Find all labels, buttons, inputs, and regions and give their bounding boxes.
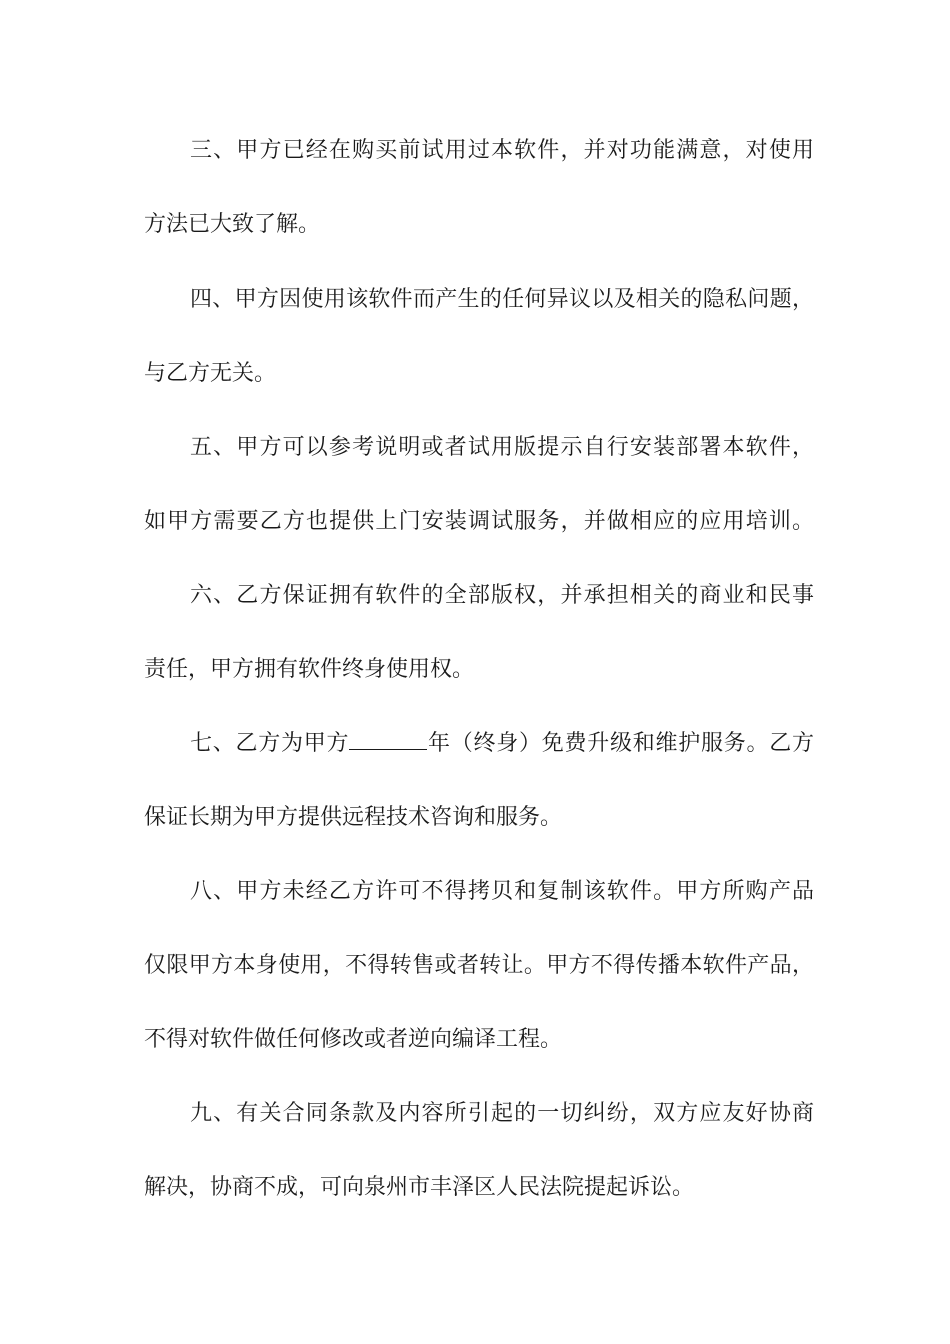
clause-7-text-after-blank: 年（终身）免费升级和维护服务。乙方 <box>427 731 814 756</box>
clause-5-line-2: 如甲方需要乙方也提供上门安装调试服务，并做相应的应用培训。 <box>144 509 814 534</box>
clause-3-line-2: 方法已大致了解。 <box>144 212 321 237</box>
clause-7-line-2: 保证长期为甲方提供远程技术咨询和服务。 <box>144 805 563 830</box>
clause-3-line-1: 三、甲方已经在购买前试用过本软件，并对功能满意，对使用 <box>190 138 814 163</box>
clause-9-line-2: 解决，协商不成，可向泉州市丰泽区人民法院提起诉讼。 <box>144 1175 695 1200</box>
clause-7-line-1 <box>190 729 814 759</box>
clause-6-line-2: 责任，甲方拥有软件终身使用权。 <box>144 657 475 682</box>
clause-7-text-before-blank: 七、乙方为甲方 <box>190 731 350 756</box>
clause-8-line-1: 八、甲方未经乙方许可不得拷贝和复制该软件。甲方所购产品 <box>190 879 814 904</box>
clause-6-line-1: 六、乙方保证拥有软件的全部版权，并承担相关的商业和民事 <box>190 583 814 608</box>
clause-5-line-1: 五、甲方可以参考说明或者试用版提示自行安装部署本软件， <box>190 435 814 460</box>
clause-9-line-1: 九、有关合同条款及内容所引起的一切纠纷，双方应友好协商 <box>190 1101 814 1126</box>
clause-8-line-3: 不得对软件做任何修改或者逆向编译工程。 <box>144 1027 563 1052</box>
clause-8-line-2: 仅限甲方本身使用，不得转售或者转让。甲方不得传播本软件产品， <box>144 953 814 978</box>
term-years-blank <box>349 731 427 750</box>
clause-4-line-1: 四、甲方因使用该软件而产生的任何异议以及相关的隐私问题， <box>190 287 814 312</box>
clause-4-line-2: 与乙方无关。 <box>144 361 277 386</box>
